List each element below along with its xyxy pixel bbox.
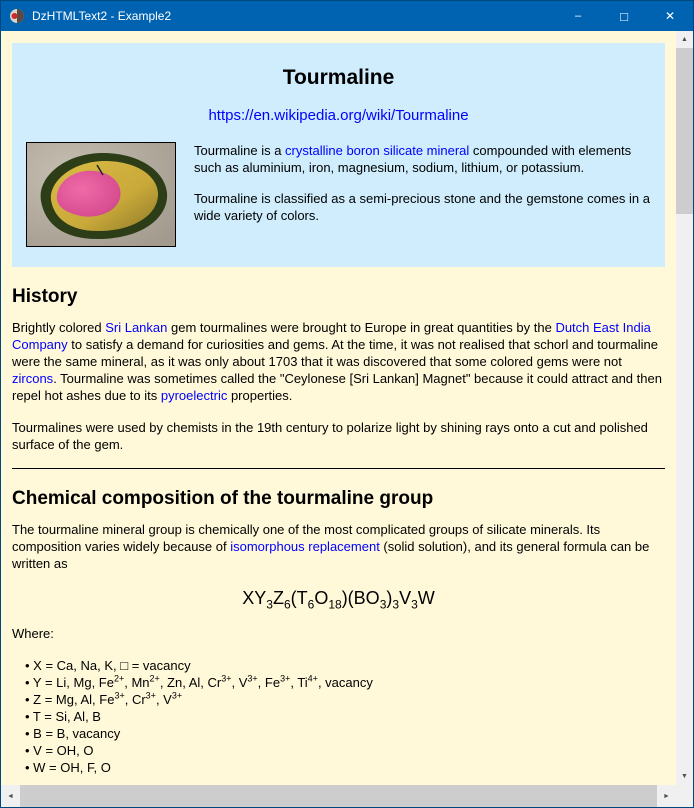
text-run: • Y = Li, Mg, Fe <box>25 675 114 690</box>
text-run: Z <box>272 588 284 608</box>
vertical-scroll-track[interactable] <box>676 214 693 768</box>
vertical-scroll-thumb[interactable] <box>676 48 693 214</box>
text-run: (T <box>290 588 308 608</box>
text-run: to satisfy a demand for curiosities and gems. At the time, it was not realised that schorl and tourmaline were the same mineral, as it was only about 1703 that it was discovered that some colored gems were not <box>12 337 658 369</box>
text-run: • W = OH, F, O <box>25 760 111 775</box>
scroll-right-icon[interactable]: ► <box>663 792 670 800</box>
text-run: V <box>399 588 412 608</box>
text-run: • B = B, vacancy <box>25 726 121 741</box>
bullet-item <box>25 742 665 759</box>
text-run: , Mn <box>124 675 150 690</box>
text-run: gem tourmalines were brought to Europe in great quantities by the <box>167 320 556 335</box>
chemistry-heading: Chemical composition of the tourmaline group <box>12 488 434 509</box>
text-sup: 2+ <box>149 673 160 684</box>
bullet-item <box>25 759 665 776</box>
scrollbar-corner <box>676 785 693 807</box>
bullet-item <box>25 691 665 708</box>
text-run: , Fe <box>257 675 281 690</box>
history-paragraph-1 <box>12 319 665 404</box>
text-run: • Z = Mg, Al, Fe <box>25 692 115 707</box>
text-sub: 6 <box>307 597 315 612</box>
text-sup: 4+ <box>307 673 318 684</box>
horizontal-scrollbar[interactable] <box>1 785 693 807</box>
text-run: , Zn, Al, Cr <box>159 675 222 690</box>
text-sup: 3+ <box>247 673 258 684</box>
client-area <box>1 31 693 785</box>
scroll-down-icon[interactable]: ▼ <box>681 773 688 780</box>
text-run: , V <box>231 675 248 690</box>
bullet-item <box>25 725 665 742</box>
bullet-item <box>25 674 665 691</box>
inline-link[interactable]: zircons <box>12 371 54 386</box>
text-run: • V = OH, O <box>25 743 94 758</box>
text-run: • T = Si, Al, B <box>25 709 101 724</box>
wikipedia-link[interactable]: https://en.wikipedia.org/wiki/Tourmaline <box>208 107 469 124</box>
where-label: Where: <box>12 626 54 641</box>
vertical-scrollbar[interactable] <box>676 31 693 785</box>
text-run: , vacancy <box>317 675 373 690</box>
text-run: O <box>314 588 329 608</box>
text-run: )(BO <box>341 588 380 608</box>
titlebar[interactable] <box>1 1 693 31</box>
inline-link[interactable]: Sri Lankan <box>105 320 168 335</box>
text-sup: 2+ <box>113 673 125 684</box>
text-run: compounded with elements such as aluminium, iron, magnesium, sodium, lithium, or potassium. <box>194 143 632 175</box>
text-sub: 18 <box>328 597 342 612</box>
text-sub: 3 <box>379 597 387 612</box>
text-sup: 3+ <box>114 690 125 701</box>
horizontal-scroll-thumb[interactable] <box>20 785 657 807</box>
inline-link[interactable]: Dutch East India Company <box>12 320 651 352</box>
inline-link[interactable]: crystalline boron silicate mineral <box>285 143 470 158</box>
text-run: Tourmalines were used by chemists in the 19th century to polarize light by shining rays onto a cut and polished surface of the gem. <box>12 420 648 452</box>
text-run: , Ti <box>290 675 308 690</box>
text-sup: 3+ <box>145 690 156 701</box>
history-paragraph-2 <box>12 419 665 453</box>
maximize-button[interactable]: □ <box>601 1 647 31</box>
text-run: • X = Ca, Na, K, □ = vacancy <box>25 658 191 673</box>
inline-link[interactable]: pyroelectric <box>160 388 228 403</box>
document-area <box>1 31 676 785</box>
intro-paragraph-1 <box>194 142 651 176</box>
close-button[interactable]: ✕ <box>647 1 693 31</box>
text-sup: 3+ <box>280 673 291 684</box>
text-run: Brightly colored <box>12 320 106 335</box>
text-run: XY <box>242 588 267 608</box>
composition-list <box>12 657 665 776</box>
text-run: . Tourmaline was sometimes called the "Ceylonese [Sri Lankan] Magnet" because it could attract and then repel hot ashes due to its <box>12 371 662 403</box>
text-sup: 3+ <box>221 673 232 684</box>
intro-row <box>26 142 651 247</box>
tourmaline-photo <box>26 142 176 247</box>
page-title: Tourmaline <box>282 66 395 89</box>
text-run: (solid solution), and its general formula can be written as <box>12 539 650 571</box>
text-sub: 6 <box>283 597 291 612</box>
text-run: The tourmaline mineral group is chemically one of the most complicated groups of silicate minerals. Its composition varies widely because of <box>12 522 601 554</box>
window-title: DzHTMLText2 - Example2 <box>32 9 172 23</box>
bullet-item <box>25 657 665 674</box>
app-icon <box>9 8 25 24</box>
scroll-left-icon[interactable]: ◄ <box>7 792 14 800</box>
text-run: properties. <box>227 388 293 403</box>
text-sup: 3+ <box>171 690 183 701</box>
section-divider <box>12 468 665 469</box>
text-sub: 3 <box>392 597 400 612</box>
wikipedia-link-row <box>26 107 651 124</box>
bullet-item <box>25 708 665 725</box>
text-run: Tourmaline is classified as a semi-precious stone and the gemstone comes in a wide variety of colors. <box>194 191 650 223</box>
text-run: , Cr <box>124 692 146 707</box>
minimize-button[interactable]: – <box>555 1 601 31</box>
intro-paragraph-2 <box>194 190 651 224</box>
text-sub: 3 <box>411 597 418 612</box>
header-panel <box>12 43 665 267</box>
scroll-up-icon[interactable]: ▲ <box>681 36 688 43</box>
text-sub: 3 <box>266 597 273 612</box>
text-run: W <box>417 588 435 608</box>
text-run: Tourmaline is a <box>194 143 286 158</box>
chemical-formula <box>12 587 665 612</box>
window-controls <box>555 1 693 31</box>
text-run: , V <box>155 692 172 707</box>
text-run: ) <box>386 588 393 608</box>
intro-text <box>194 142 651 247</box>
chemistry-paragraph <box>12 521 665 572</box>
history-heading: History <box>12 286 78 307</box>
inline-link[interactable]: isomorphous replacement <box>230 539 380 554</box>
